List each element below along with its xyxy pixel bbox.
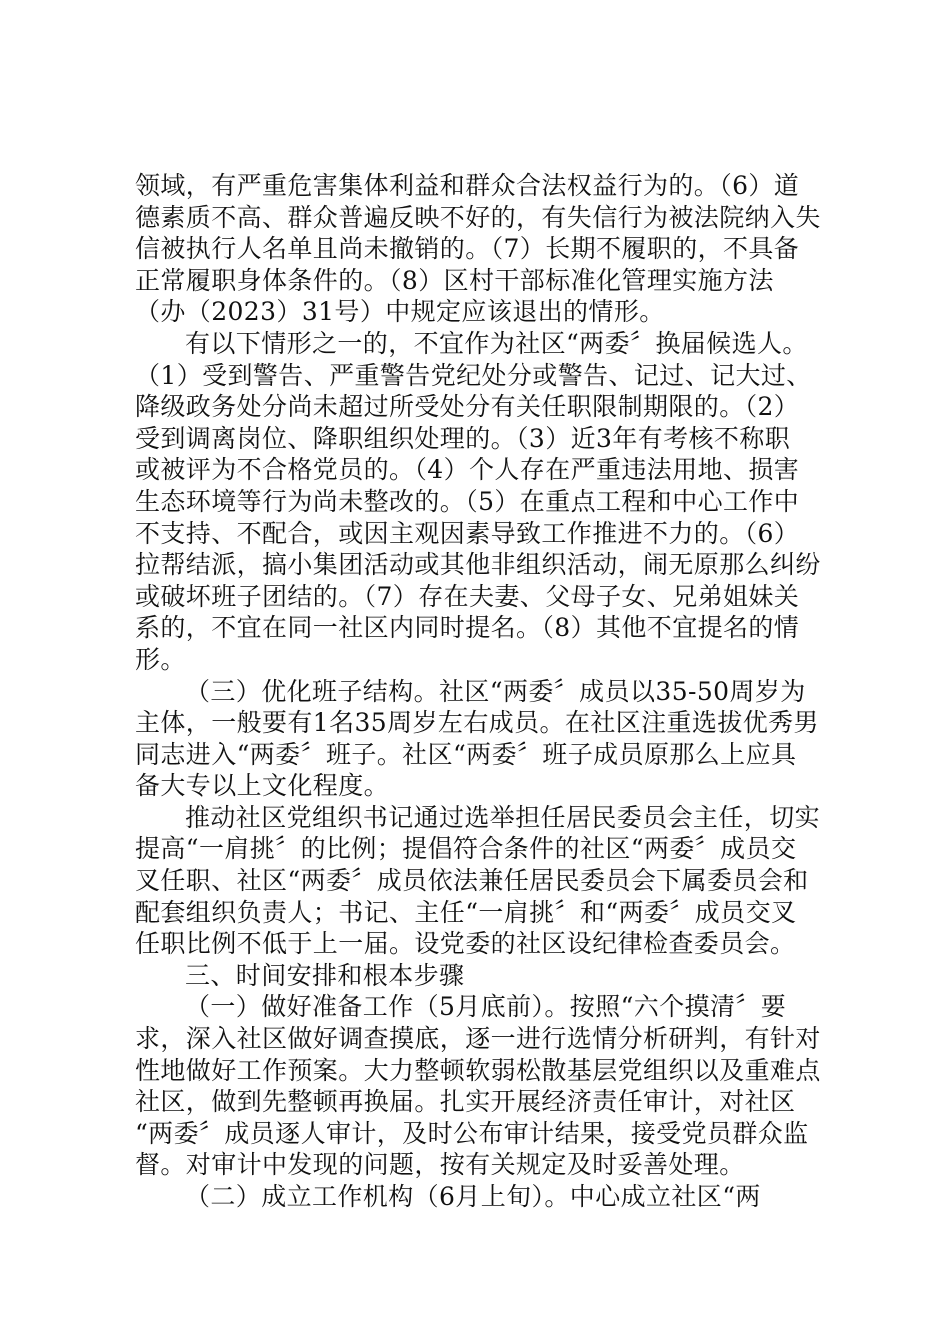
text-line: （三）优化班子结构。社区“两委〞成员以35-50周岁为 <box>185 676 806 706</box>
text-line: “两委〞成员逐人审计，及时公布审计结果，接受党员群众监 <box>135 1118 809 1148</box>
text-line: 或破坏班子团结的。（7）存在夫妻、父母子女、兄弟姐妹关 <box>135 581 800 611</box>
text-line: 同志进入“两委〞班子。社区“两委〞班子成员原那么上应具 <box>135 739 797 769</box>
text-line: 正常履职身体条件的。（8）区村干部标准化管理实施方法 <box>135 265 774 295</box>
text-line: 主体，一般要有1名35周岁左右成员。在社区注重选拔优秀男 <box>135 708 819 738</box>
text-line: 督。对审计中发现的问题，按有关规定及时妥善处理。 <box>135 1150 745 1180</box>
text-line: 备大专以上文化程度。 <box>135 771 390 801</box>
text-line: 信被执行人名单且尚未撤销的。（7）长期不履职的，不具备 <box>135 234 800 264</box>
text-line: 三、时间安排和根本步骤 <box>185 960 465 990</box>
text-line: 生态环境等行为尚未整改的。（5）在重点工程和中心工作中 <box>135 486 800 516</box>
text-line: 配套组织负责人；书记、主任“一肩挑〞和“两委〞成员交叉 <box>135 897 797 927</box>
text-line: 推动社区党组织书记通过选举担任居民委员会主任，切实 <box>185 802 821 832</box>
text-line: 系的，不宜在同一社区内同时提名。（8）其他不宜提名的情 <box>135 613 800 643</box>
text-line: （一）做好准备工作（5月底前）。按照“六个摸清〞要 <box>185 992 787 1022</box>
text-line: 提高“一肩挑〞的比例；提倡符合条件的社区“两委〞成员交 <box>135 834 797 864</box>
text-line: 降级政务处分尚未超过所受处分有关任职限制期限的。（2） <box>135 392 800 422</box>
text-line: 任职比例不低于上一届。设党委的社区设纪律检查委员会。 <box>135 929 796 959</box>
text-line: （办（2023）31号）中规定应该退出的情形。 <box>135 297 665 327</box>
text-line: 有以下情形之一的，不宜作为社区“两委〞换届候选人。 <box>185 328 808 358</box>
text-line: 形。 <box>135 644 186 674</box>
text-line: 拉帮结派，搞小集团活动或其他非组织活动，闹无原那么纠纷 <box>135 550 821 580</box>
document-body <box>135 170 825 1213</box>
text-line: 性地做好工作预案。大力整顿软弱松散基层党组织以及重难点 <box>135 1055 821 1085</box>
text-line: （二）成立工作机构（6月上旬）。中心成立社区“两 <box>185 1182 761 1211</box>
text-line: 德素质不高、群众普遍反映不好的，有失信行为被法院纳入失 <box>135 202 821 232</box>
text-line: 求，深入社区做好调查摸底，逐一进行选情分析研判，有针对 <box>135 1024 821 1054</box>
text-line: 或被评为不合格党员的。（4）个人存在严重违法用地、损害 <box>135 455 800 485</box>
text-line: （1）受到警告、严重警告党纪处分或警告、记过、记大过、 <box>135 360 812 390</box>
text-line: 受到调离岗位、降职组织处理的。（3）近3年有考核不称职 <box>135 423 791 453</box>
text-line: 领域，有严重危害集体利益和群众合法权益行为的。（6）道 <box>135 171 800 200</box>
text-line: 叉任职、社区“两委〞成员依法兼任居民委员会下属委员会和 <box>135 866 809 896</box>
text-line: 不支持、不配合，或因主观因素导致工作推进不力的。（6） <box>135 518 800 548</box>
text-line: 社区，做到先整顿再换届。扎实开展经济责任审计，对社区 <box>135 1087 796 1117</box>
